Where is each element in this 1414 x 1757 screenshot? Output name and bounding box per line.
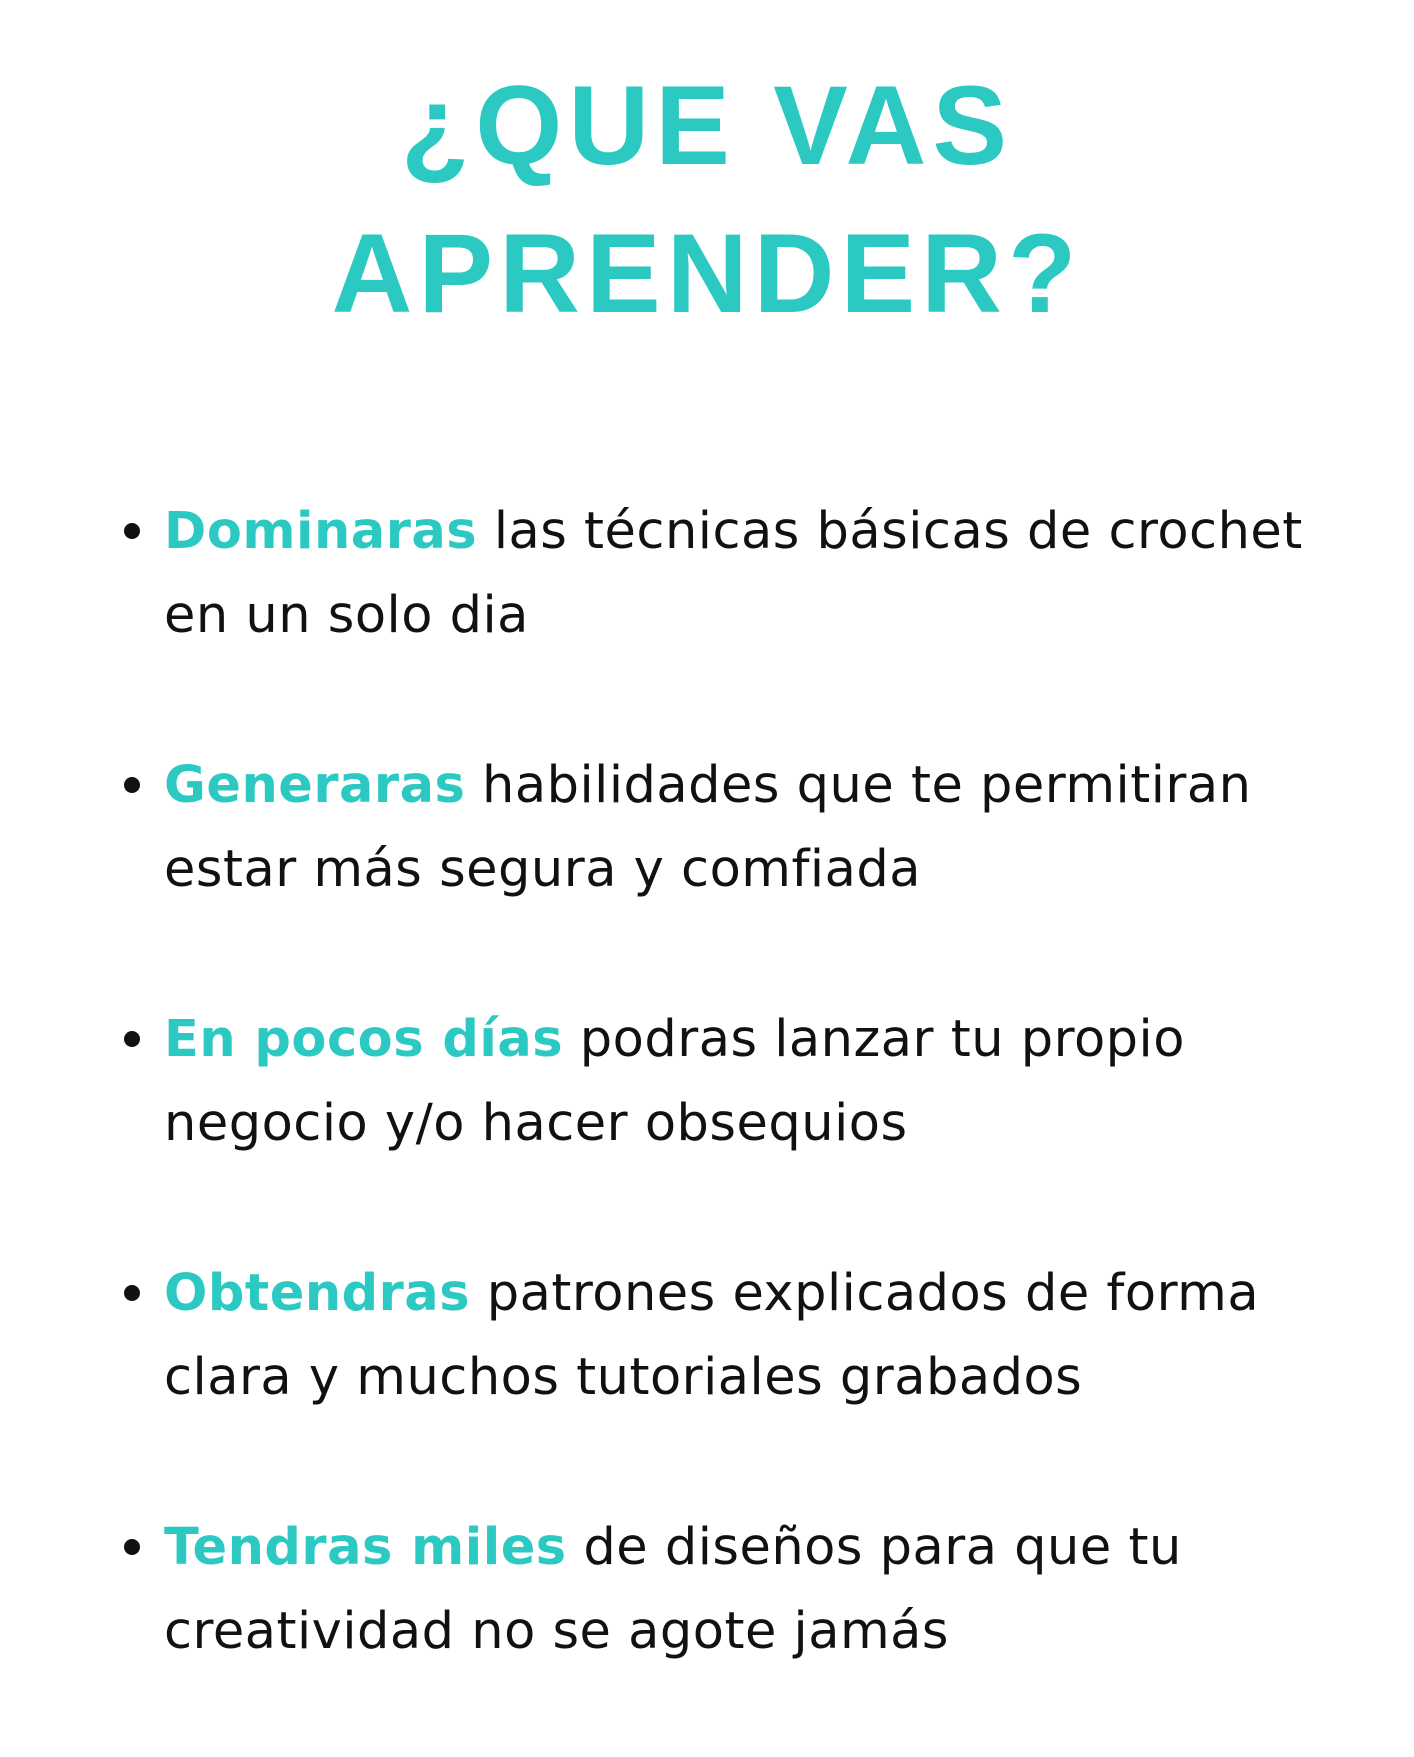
page-title	[0, 52, 1414, 348]
item-text: patrones explicados de forma clara y muchos tutoriales grabados	[164, 1264, 1260, 1407]
item-highlight: Dominaras	[164, 502, 478, 561]
bullet-icon	[124, 1285, 140, 1301]
title-line-1: ¿QUE VAS	[400, 63, 1014, 188]
list-item	[164, 1252, 1364, 1420]
list-item	[164, 490, 1364, 658]
bullet-icon	[124, 1539, 140, 1555]
bullet-icon	[124, 1031, 140, 1047]
bullet-icon	[124, 523, 140, 539]
item-highlight: Obtendras	[164, 1264, 471, 1323]
item-highlight: Generaras	[164, 756, 466, 815]
list-item	[164, 998, 1364, 1166]
item-text: podras lanzar tu propio negocio y/o hacer obsequios	[164, 1010, 1185, 1153]
item-highlight: En pocos días	[164, 1010, 564, 1069]
bullet-icon	[124, 777, 140, 793]
title-line-2: APRENDER?	[331, 211, 1083, 336]
item-text: las técnicas básicas de crochet en un solo dia	[164, 502, 1303, 645]
item-text: de diseños para que tu creatividad no se agote jamás	[164, 1518, 1182, 1661]
item-text: habilidades que te permitiran estar más segura y comfiada	[164, 756, 1252, 899]
list-item	[164, 1506, 1364, 1674]
item-highlight: Tendras miles	[164, 1518, 567, 1577]
list-item	[164, 744, 1364, 912]
